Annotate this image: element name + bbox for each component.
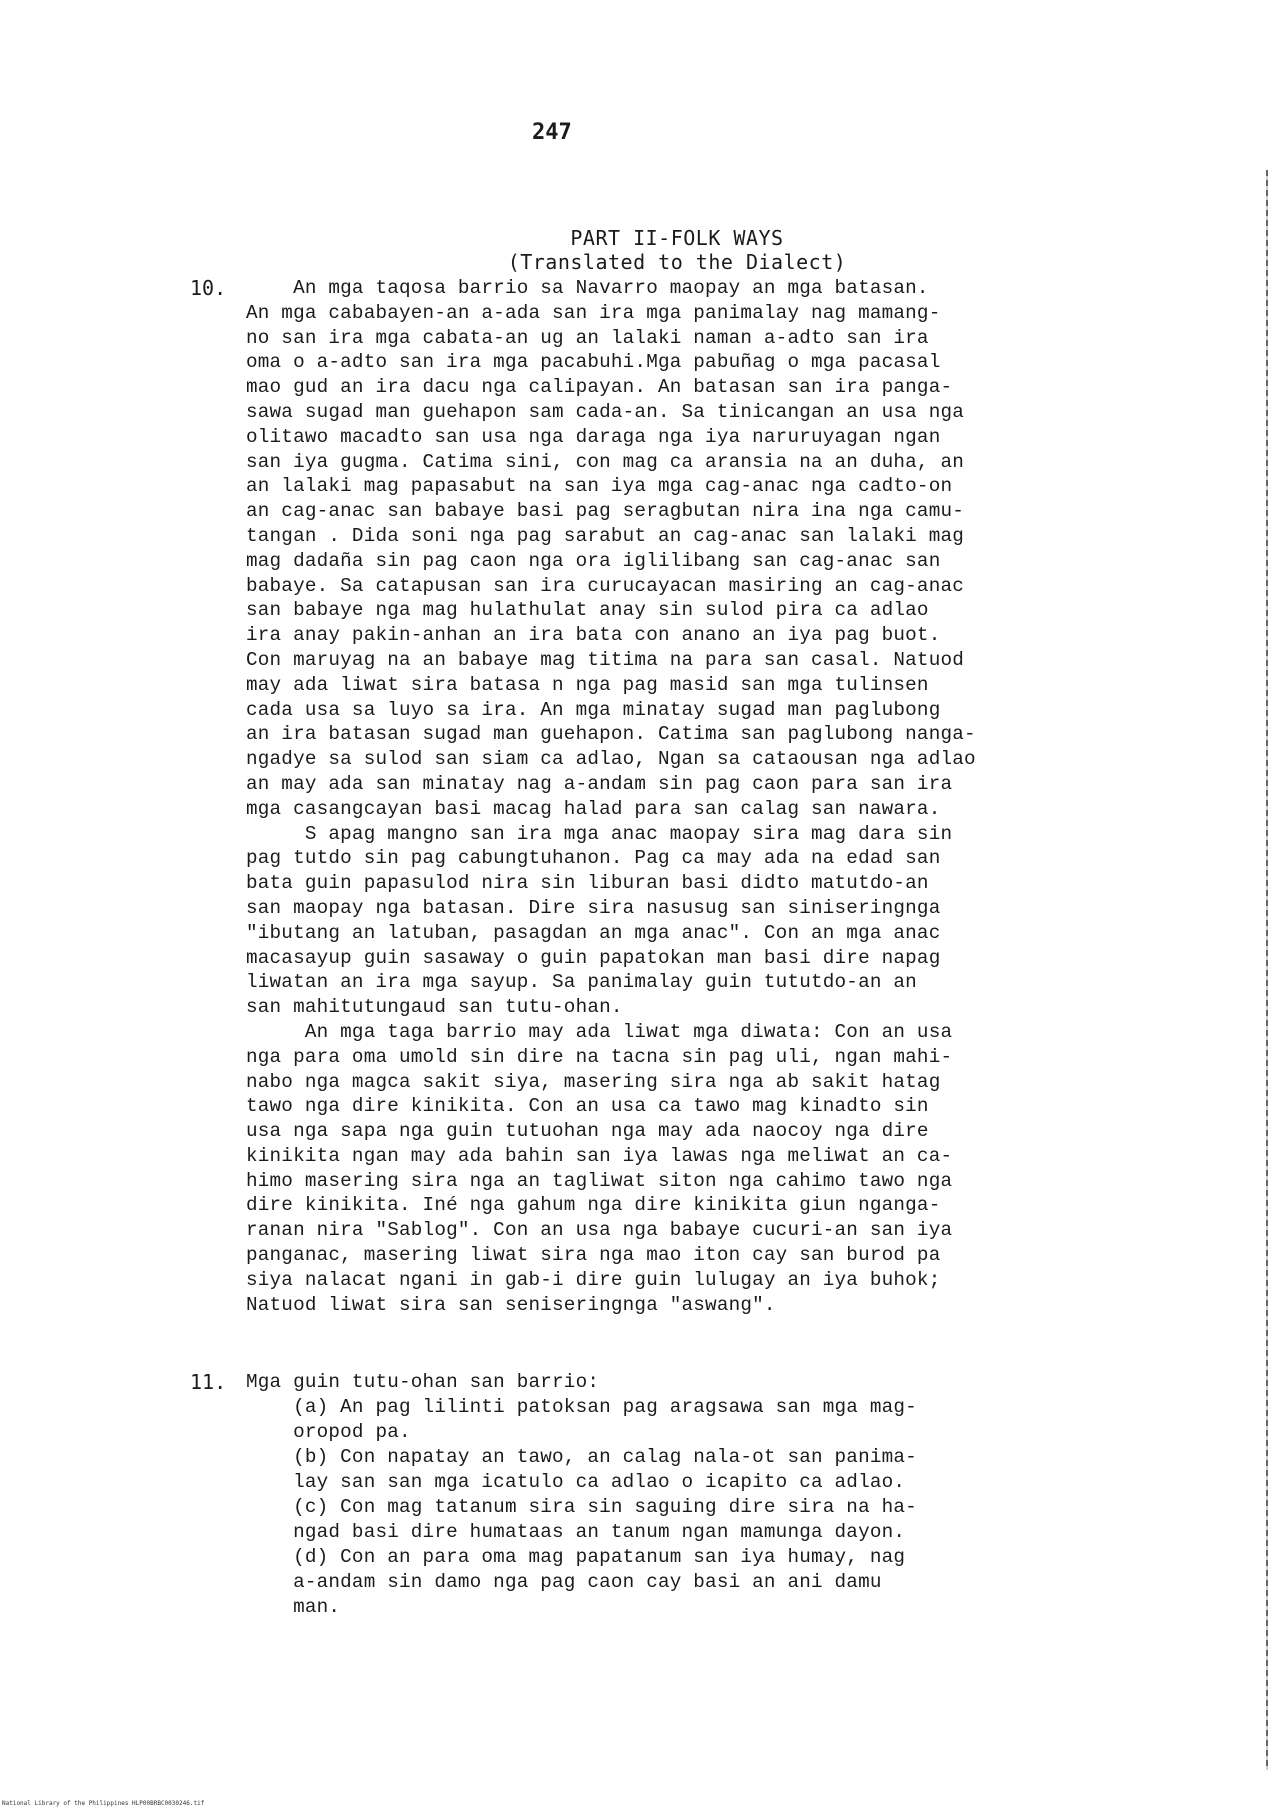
section-11-intro: Mga guin tutu-ohan san barrio: [246, 1371, 600, 1393]
section-11-number: 11. [190, 1370, 227, 1394]
page-title: PART II-FOLK WAYS [570, 226, 784, 250]
section-10-number: 10. [190, 276, 227, 300]
page-subtitle: (Translated to the Dialect) [507, 250, 847, 274]
list-item-b: (b) Con napatay an tawo, an calag nala-ot san panima- lay san san mga icatulo ca adlao o icapito ca adlao. [293, 1446, 917, 1493]
list-item-d: (d) Con an para oma mag papatanum san iya humay, nag a-andam sin damo nga pag caon cay basi an ani damu man. [293, 1546, 906, 1618]
scan-edge [1266, 170, 1268, 1770]
page-number: 247 [532, 120, 572, 145]
list-item-a: (a) An pag lilinti patoksan pag aragsawa san mga mag- oropod pa. [293, 1396, 917, 1443]
list-item-c: (c) Con mag tatanum sira sin saguing dire sira na ha- ngad basi dire humataas an tanum ngan mamunga dayon. [293, 1496, 917, 1543]
section-10-text: An mga taqosa barrio sa Navarro maopay an mga batasan. An mga cababayen-an a-ada san ira mga panimalay nag mamang- no san ira mga cabata-an ug an lalaki naman a-adto san ira oma o a-adto san ira mga pacabuhi.Mga pabuñag o mga pacasal mao gud an ira dacu nga calipayan. An batasan san ira panga- sawa sugad man guehapon sam cada-an. Sa tinicangan an usa nga olitawo macadto san usa nga daraga nga iya naruruyagan ngan san iya gugma. Catima sini, con mag ca aransia na an duha, an an lalaki mag papasabut na san iya mga cag-anac nga cadto-on an cag-anac san babaye basi pag seragbutan nira ina nga camu- tangan . Dida soni nga pag sarabut an cag-anac san lalaki mag mag dadaña sin pag caon nga ora iglilibang san cag-anac san babaye. Sa catapusan san ira curucayacan masiring an cag-anac san babaye nga mag hulathulat anay sin sulod pira ca adlao ira anay pakin-anhan an ira bata con anano an iya pag buot. Con maruyag na an babaye mag titima na para san casal. Natuod may ada liwat sira batasa n nga pag masid san mga tulinsen cada usa sa luyo sa ira. An mga minatay sugad man paglubong an ira batasan sugad man guehapon. Catima san paglubong nanga- ngadye sa sulod san siam ca adlao, Ngan sa cataousan nga adlao an may ada san minatay nag a-andam sin pag caon para san ira mga casangcayan basi macag halad para san calag san nawara. S apag mangno san ira mga anac maopay sira mag dara sin pag tutdo sin pag cabungtuhanon. Pag ca may ada na edad san bata guin papasulod nira sin liburan basi didto matutdo-an san maopay nga batasan. Dire sira nasusug san siniseringnga "ibutang an latuban, pasagdan an mga anac". Con an mga anac macasayup guin sasaway o guin papatokan man basi dire napag liwatan an ira mga sayup. Sa panimalay guin tututdo-an an san mahitutungaud san tutu-ohan. An mga taga barrio may ada liwat mga diwata: Con an usa nga para oma umold sin dire na tacna sin pag uli, ngan mahi- nabo nga magca sakit siya, masering sira nga ab sakit hatag tawo nga dire kinikita. Con an usa ca tawo mag kinadto sin usa nga sapa nga guin tutuohan nga may ada naocoy nga dire kinikita ngan may ada bahin san iya lawas nga meliwat an ca- himo masering sira nga an tagliwat siton nga cahimo tawo nga dire kinikita. Iné nga gahum nga dire kinikita giun nganga- ranan nira "Sablog". Con an usa nga babaye cucuri-an san iya panganac, masering liwat sira nga mao iton cay san burod pa siya nalacat ngani in gab-i dire guin lulugay an iya buhok; Natuod liwat sira san seniseringnga "aswang". [246, 277, 976, 1316]
scan-footer: National Library of the Philippines HLP00BRBC0030246.tif [2, 1800, 205, 1807]
